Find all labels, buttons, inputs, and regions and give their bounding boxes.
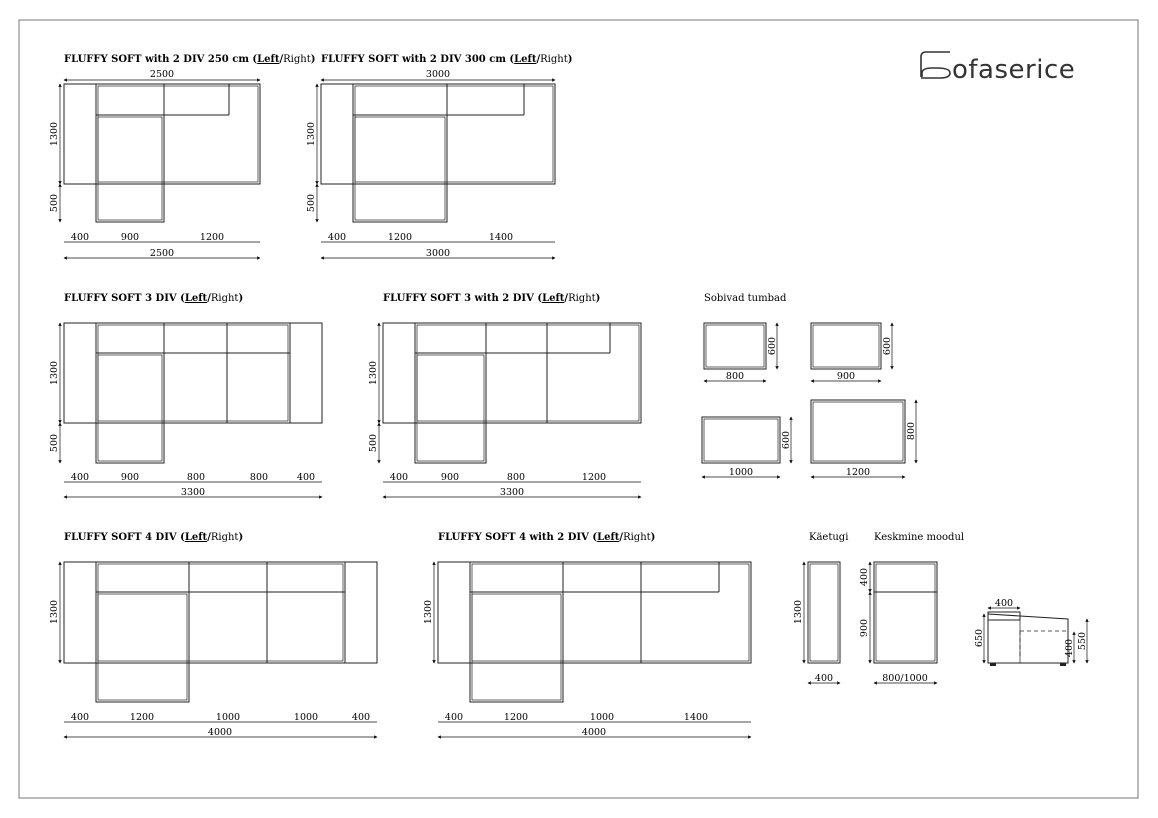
dim-left: 650 [974,628,985,648]
brand-name: ofaserice [952,55,1076,85]
armrest-module [793,532,848,684]
dim-seg: 900 [120,232,140,243]
dim-seg: 800 [186,472,206,483]
dim-right: 550 [1077,631,1088,651]
diagram-fluffy-soft-3-2div [368,293,641,498]
dim-height-top: 400 [859,567,870,587]
brand-logo [921,52,1075,85]
dim-seg: 900 [120,472,140,483]
dim-extension: 500 [49,433,60,453]
sofa-outline [64,323,322,463]
ottoman-800x600 [704,323,778,382]
middle-module [859,532,964,684]
armrest-title: Käetugi [809,532,849,543]
dim-inner: 400 [1064,638,1075,658]
dim-seg: 1400 [683,712,709,723]
dim-seg: 400 [389,472,409,483]
diagram-title: FLUFFY SOFT with 2 DIV 300 cm (Left/Right) [321,54,573,65]
dim-height: 1300 [423,599,434,625]
diagram-title: FLUFFY SOFT 3 with 2 DIV (Left/Right) [383,293,601,304]
dim-top: 400 [994,598,1014,609]
diagram-title: FLUFFY SOFT 3 DIV (Left/Right) [64,293,244,304]
dim-width: 400 [814,673,834,684]
dim-height: 600 [781,430,792,450]
dim-total: 4000 [581,727,607,738]
dim-height: 1300 [49,360,60,386]
dim-seg: 1400 [488,232,514,243]
dim-width: 900 [836,371,856,382]
dim-seg: 800 [506,472,526,483]
sofa-logo-icon [921,52,950,78]
dim-seg: 400 [70,472,90,483]
dim-seg: 1200 [387,232,413,243]
dim-seg: 400 [327,232,347,243]
dim-total: 3300 [180,487,206,498]
diagram-fluffy-soft-2div-250 [49,54,315,259]
dim-height: 1300 [306,121,317,147]
dim-seg: 1000 [215,712,241,723]
diagram-fluffy-soft-4-2div [423,532,751,738]
sofa-outline [438,562,751,702]
sofa-outline [64,562,377,702]
diagram-title: FLUFFY SOFT 4 with 2 DIV (Left/Right) [438,532,656,543]
dim-seg: 1200 [581,472,607,483]
diagram-fluffy-soft-2div-300 [306,54,572,259]
dim-height: 1300 [49,599,60,625]
dim-seg: 400 [351,712,371,723]
ottoman-title: Sobivad tumbad [704,293,787,304]
dim-height: 1300 [793,599,804,625]
diagram-fluffy-soft-3div [49,293,322,498]
dim-height: 1300 [49,121,60,147]
dim-seg: 900 [440,472,460,483]
dim-total: 2500 [149,248,175,259]
dim-height: 600 [882,336,893,356]
dim-height: 600 [767,336,778,356]
dim-width: 1200 [845,467,871,478]
sofa-outline [383,323,641,463]
sofa-outline [321,84,555,222]
dim-width: 800/1000 [882,673,928,684]
diagram-title: FLUFFY SOFT with 2 DIV 250 cm (Left/Right) [64,54,316,65]
dim-extension: 500 [368,433,379,453]
dim-height-bottom: 900 [859,618,870,638]
side-profile [974,598,1088,666]
ottoman-options [702,293,917,478]
dim-seg: 800 [249,472,269,483]
dim-seg: 1000 [293,712,319,723]
diagram-fluffy-soft-4div [49,532,377,738]
dim-top: 2500 [149,69,175,80]
dim-height: 1300 [368,360,379,386]
dim-extension: 500 [306,193,317,213]
dim-height: 800 [906,421,917,441]
dim-seg: 1200 [503,712,529,723]
dim-total: 3300 [499,487,525,498]
dim-seg: 400 [296,472,316,483]
dim-seg: 400 [444,712,464,723]
dim-seg: 400 [70,712,90,723]
dim-extension: 500 [49,193,60,213]
dim-seg: 1000 [589,712,615,723]
middle-module-title: Keskmine moodul [874,532,965,543]
dim-width: 1000 [728,467,754,478]
dim-total: 3000 [425,248,451,259]
dim-total: 4000 [207,727,233,738]
dim-seg: 400 [70,232,90,243]
ottoman-1000x600 [702,417,792,478]
dim-seg: 1200 [129,712,155,723]
sofa-outline [64,84,260,222]
dim-seg: 1200 [199,232,225,243]
dim-top: 3000 [425,69,451,80]
ottoman-900x600 [811,323,893,382]
diagram-title: FLUFFY SOFT 4 DIV (Left/Right) [64,532,244,543]
dim-width: 800 [725,371,745,382]
ottoman-1200x800 [811,400,917,478]
